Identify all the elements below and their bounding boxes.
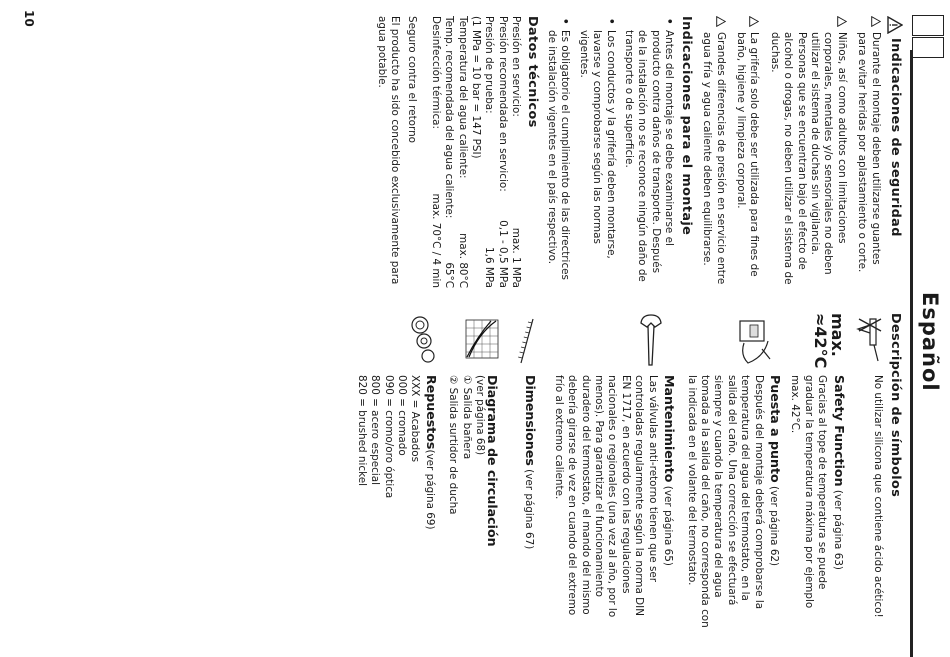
tech-table (428, 16, 522, 288)
table-row: Temp. recomendada del agua caliente: 65°C (443, 16, 456, 288)
header-rule (911, 50, 914, 657)
list-item: • Los conductos y la grifería deben montarse, lavarse y comprobarse según las normas vigentes. (577, 18, 617, 259)
startup-block: Puesta a punto (ver página 62) Después del montaje deberá comprobarse la temperatura del agua del termostato, en la salida del caño. Una corrección se efectuará siempre y cuando la temperatura del agua tomada a la salida del caño, no corresponda con la indicada en el volante del termostato. (684, 313, 782, 633)
mount-list (545, 16, 676, 288)
drinking-water-note: El producto ha sido concebido exclusivamente para agua potable. (375, 16, 401, 285)
page-number: 10 (22, 10, 36, 27)
spare-parts-icon (408, 315, 438, 365)
symbols-heading: Descripción de símbolos (888, 313, 903, 498)
safety-item: Niños, así como adultos con limitaciones corporales, mentales y/o sensoriales no deben utilizar el sistema de duchas sin vigilancia. Personas que se encuentran bajo el efecto de alcohol o drogas, no deben utilizar el sistema de duchas. (767, 16, 847, 288)
table-row: Desinfección térmica: max. 70°C / 4 min (429, 16, 442, 288)
warning-icon (837, 16, 847, 27)
tech-heading: Datos técnicos (524, 16, 540, 128)
list-item: XXX = Acabados (409, 375, 422, 463)
symbol-row: No utilizar silicona que contiene ácido acético! (852, 313, 884, 633)
safety-item: Grandes diferencias de presión en servicio entre agua fría y agua caliente deben equilibrarse. (700, 16, 727, 288)
right-column (354, 313, 902, 633)
backflow-note: Seguro contra el retorno (406, 16, 419, 144)
dimensions-block: Dimensiones (ver página 67) (509, 313, 537, 633)
safety-function-block: max. ≈42°C Safety Function (ver página 63) Gracias al tope de temperatura se puede graduar la temperatura máxima por ejemplo max. 42°C. (789, 313, 847, 609)
table-row: Presión de prueba: 1,6 MPa (483, 16, 496, 288)
maintenance-block: Mantenimiento (ver página 65) Las válvulas anti-retorno tienen que ser controladas regularmente según la norma DIN EN 1717, en acuerdo con las regulaciones nacionales o regionales (una vez al año, por lo menos). Para garantizar el funcionamiento duradero del termostato, el mando del mismo debería girarse de vez en cuando del extremo frío al extremo caliente. (551, 313, 676, 633)
wrench-icon (638, 313, 664, 369)
left-column (367, 16, 902, 288)
list-item: 000 = cromado (396, 375, 409, 456)
document-icon (912, 15, 944, 65)
table-row: Presión recomendada en servicio: 0,1 - 0,5 MPa (496, 16, 509, 288)
parts-block: Repuestos(ver página 69) XXX = Acabados 000 = cromado 090 = cromo/oro óptica 800 = acero especial 820 = brushed nickel (354, 313, 437, 633)
list-item: 090 = cromo/oro óptica (382, 375, 395, 499)
warning-icon (887, 16, 903, 34)
safety-heading: Indicaciones de seguridad (889, 16, 902, 288)
warning-icon (716, 16, 726, 27)
list-item: 820 = brushed nickel (355, 375, 368, 486)
table-row: Presión en servicio: max. 1 MPa (510, 16, 523, 288)
table-row: (1 MPa = 10 bar = 147 PSI) (470, 16, 483, 159)
list-item: • Es obligatorio el cumplimiento de las directrices de instalación vigentes en el país respectivo. (546, 18, 572, 280)
table-row: Temperatura del agua caliente: max. 80°C (456, 16, 469, 288)
thermostat-hand-icon (734, 315, 774, 369)
warning-icon (749, 16, 759, 27)
warning-icon (871, 16, 881, 27)
flow-diagram-icon (465, 319, 499, 359)
list-item: • Antes del montaje se debe examinarse el producto contra daños de transporte. Después de la instalación no se reconoce ningún daño de transporte o de superficie. (623, 18, 676, 282)
max-temp-label: max. ≈42°C (810, 313, 847, 369)
list-item: 800 = acero especial (369, 375, 382, 485)
safety-item: La grifería solo debe ser utilizada para fines de baño, higiene y limpieza corporal. (734, 16, 761, 288)
safety-item: Durante el montaje deben utilizarse guantes para evitar heridas por aplastamiento o corte. (855, 16, 882, 288)
flow-diagram-block: Diagrama de circulación (ver página 68) ① Salida bañera ② Salida surtidor de ducha (446, 313, 500, 633)
silicone-gun-icon (856, 315, 884, 367)
ruler-icon (517, 317, 537, 365)
language-title: Español (918, 292, 942, 392)
mount-heading: Indicaciones para el montaje (678, 16, 694, 236)
parts-list (354, 375, 421, 633)
